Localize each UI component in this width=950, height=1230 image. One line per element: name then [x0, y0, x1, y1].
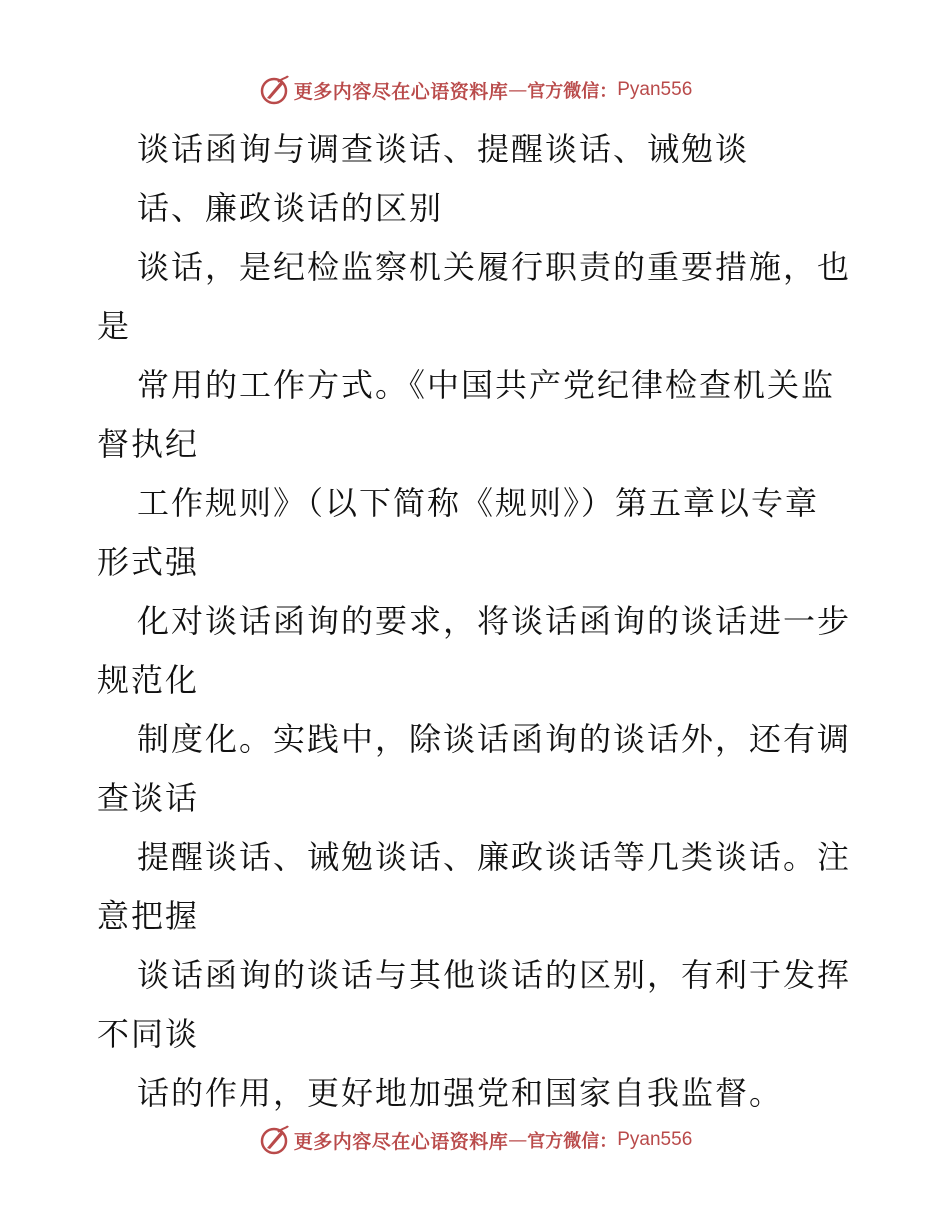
banner-official-label: 官方微信：: [527, 1131, 618, 1152]
banner-official-label: 官方微信：: [527, 81, 618, 102]
paragraph-line: 意把握: [97, 897, 200, 935]
title-line-1: 谈话函询与调查谈话、提醒谈话、诫勉谈: [137, 130, 750, 168]
paragraph-line: 化对谈话函询的要求，将谈话函询的谈话进一步: [137, 602, 852, 640]
paragraph-line: 查谈话: [97, 779, 200, 817]
banner-slogan: 更多内容尽在心语资料库: [293, 1130, 509, 1153]
paragraph-line: 是: [97, 307, 132, 345]
paragraph-line: 工作规则》（以下简称《规则》）第五章以专章: [137, 484, 820, 522]
document-body: [97, 120, 857, 1123]
quill-logo-icon: [258, 1124, 290, 1156]
footer-banner: [0, 1120, 950, 1160]
banner-slogan: 更多内容尽在心语资料库: [293, 80, 509, 103]
banner-wechat-id: Pyan556: [617, 1129, 693, 1150]
header-banner: [0, 70, 950, 110]
paragraph-line: 不同谈: [97, 1015, 200, 1053]
paragraph-line: 督执纪: [97, 425, 200, 463]
title-line-2: 话、廉政谈话的区别: [137, 189, 444, 227]
paragraph-line: 话的作用，更好地加强党和国家自我监督。: [137, 1074, 784, 1112]
paragraph-line: 规范化: [97, 661, 200, 699]
banner-wechat-id: Pyan556: [617, 79, 693, 100]
paragraph-line: 谈话函询的谈话与其他谈话的区别，有利于发挥: [137, 956, 852, 994]
banner-separator: —: [508, 1129, 528, 1151]
quill-logo-icon: [258, 74, 290, 106]
paragraph-line: 提醒谈话、诫勉谈话、廉政谈话等几类谈话。注: [137, 838, 852, 876]
paragraph-line: 谈话，是纪检监察机关履行职责的重要措施，也: [137, 248, 852, 286]
banner-separator: —: [508, 79, 528, 101]
paragraph-line: 常用的工作方式。《中国共产党纪律检查机关监: [137, 366, 836, 404]
paragraph-line: 形式强: [97, 543, 200, 581]
paragraph-line: 制度化。实践中，除谈话函询的谈话外，还有调: [137, 720, 852, 758]
